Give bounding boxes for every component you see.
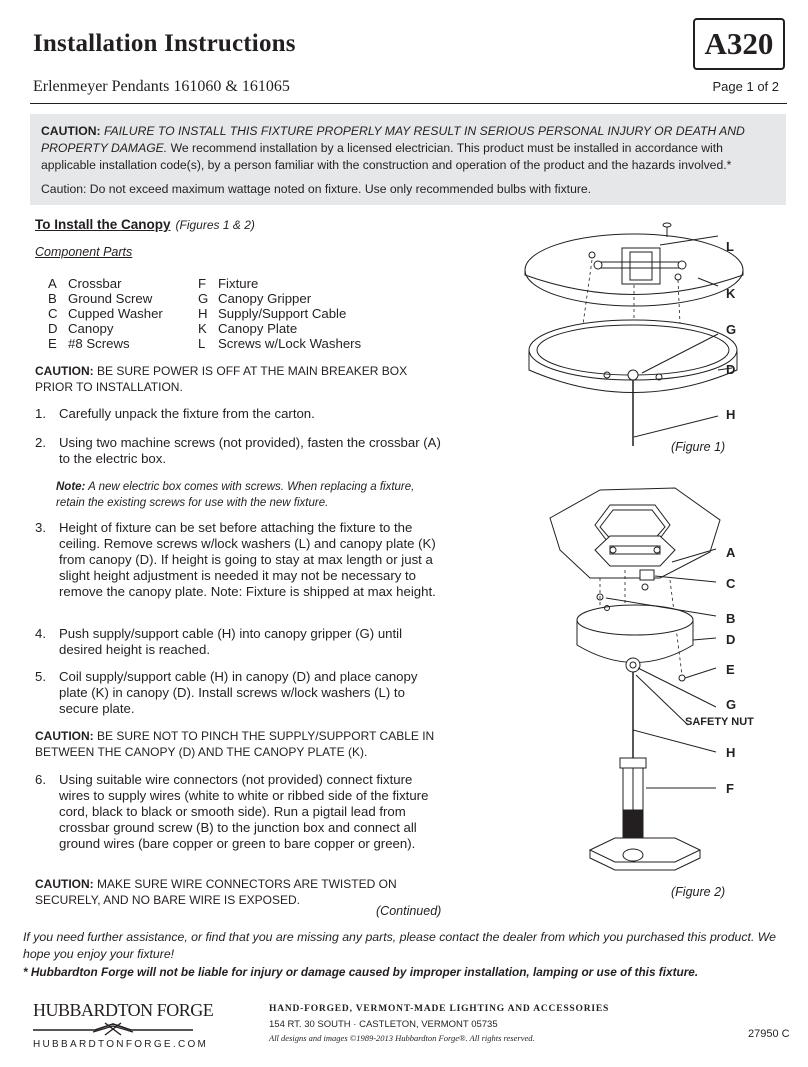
canopy-illustration	[577, 605, 693, 672]
header-divider	[30, 103, 787, 104]
part-item	[198, 321, 297, 336]
document-number: 27950 C	[748, 1028, 790, 1040]
part-name: Ground Screw	[68, 291, 153, 306]
part-name: Canopy Gripper	[218, 291, 312, 306]
step-2	[35, 435, 445, 467]
step-4	[35, 626, 445, 658]
part-name: #8 Screws	[68, 336, 130, 351]
step-3	[35, 520, 445, 616]
part-letter: F	[198, 276, 207, 291]
part-name: Supply/Support Cable	[218, 306, 347, 321]
caution-text: BE SURE NOT TO PINCH THE SUPPLY/SUPPORT CABLE IN BETWEEN THE CANOPY (D) AND THE CANOPY PLATE (K).	[35, 729, 435, 759]
part-item	[48, 306, 163, 321]
step-6	[35, 772, 445, 868]
help-text: If you need further assistance, or find that you are missing any parts, please contact the dealer from which you purchased this product. We hope you enjoy your fixture!	[23, 930, 777, 961]
brand-address: 154 RT. 30 SOUTH · CASTLETON, VERMONT 05735	[269, 1019, 498, 1030]
caution-label: CAUTION:	[35, 364, 94, 378]
component-parts-heading: Component Parts	[35, 245, 133, 259]
caution-text: BE SURE POWER IS OFF AT THE MAIN BREAKER BOX PRIOR TO INSTALLATION.	[35, 364, 408, 394]
caution-power	[35, 363, 415, 395]
part-letter: A	[48, 276, 57, 291]
step-text: Push supply/support cable (H) into canopy gripper (G) until desired height is reached.	[59, 626, 403, 657]
part-item	[48, 291, 152, 306]
page-number: Page 1 of 2	[712, 79, 779, 94]
caution-connectors	[35, 876, 415, 908]
wattage-caution: Caution: Do not exceed maximum wattage noted on fixture. Use only recommended bulbs with fixture.	[41, 182, 592, 196]
brand-website: HUBBARDTONFORGE.COM	[33, 1039, 209, 1050]
figure-2-diagram	[450, 470, 800, 900]
part-item	[198, 306, 346, 321]
note	[56, 479, 426, 511]
section-title: To Install the Canopy	[35, 217, 171, 232]
callout-f: F	[726, 781, 734, 796]
product-subtitle: Erlenmeyer Pendants 161060 & 161065	[33, 78, 290, 95]
document-code-badge: A320	[693, 18, 785, 70]
figure-2-caption: (Figure 2)	[671, 885, 726, 899]
part-letter: H	[198, 306, 208, 321]
liability-disclaimer: * Hubbardton Forge will not be liable for injury or damage caused by improper installation, lamping or use of this fixture.	[23, 965, 699, 979]
callout-g2: G	[726, 697, 737, 712]
section-heading	[35, 217, 255, 232]
step-number: 3.	[35, 520, 46, 535]
page-title: Installation Instructions	[33, 30, 296, 57]
brand-tagline: HAND-FORGED, VERMONT-MADE LIGHTING AND ACCESSORIES	[269, 1004, 610, 1014]
step-text: Carefully unpack the fixture from the carton.	[59, 406, 315, 421]
part-item	[198, 336, 361, 351]
part-name: Crossbar	[68, 276, 122, 291]
part-item	[198, 276, 258, 291]
callout-d: D	[726, 362, 736, 377]
note-label: Note:	[56, 481, 86, 493]
step-1	[35, 406, 445, 422]
section-figure-ref: (Figures 1 & 2)	[175, 218, 255, 232]
callout-d2: D	[726, 632, 736, 647]
caution-panel	[30, 114, 786, 205]
step-number: 4.	[35, 626, 46, 641]
step-text: Using two machine screws (not provided), fasten the crossbar (A) to the electric box.	[59, 435, 441, 466]
part-letter: C	[48, 306, 58, 321]
part-letter: D	[48, 321, 58, 336]
caution-text: MAKE SURE WIRE CONNECTORS ARE TWISTED ON SECURELY, AND NO BARE WIRE IS EXPOSED.	[35, 877, 397, 907]
logo-tongs-icon	[33, 1022, 193, 1036]
step-number: 2.	[35, 435, 46, 450]
callout-e: E	[726, 662, 735, 677]
part-item	[198, 291, 311, 306]
callout-c: C	[726, 576, 736, 591]
step-text: Height of fixture can be set before attaching the fixture to the ceiling. Remove screws w/lock washers (L) and canopy plate (K) from canopy (D). If height is going to stay at max length or just a slight height adjustment is needed it may not be necessary to remove the canopy plate. Note: Fixture is shipped at max height.	[59, 520, 436, 599]
step-5	[35, 669, 445, 717]
caution-label: CAUTION:	[35, 877, 94, 891]
part-item	[48, 276, 122, 291]
part-letter: K	[198, 321, 207, 336]
callout-a: A	[726, 545, 736, 560]
part-letter: L	[198, 336, 206, 351]
caution-label: CAUTION:	[35, 729, 94, 743]
part-name: Canopy Plate	[218, 321, 298, 336]
copyright-notice: All designs and images ©1989-2013 Hubbardton Forge®. All rights reserved.	[269, 1033, 535, 1043]
callout-k: K	[726, 286, 736, 301]
part-letter: E	[48, 336, 57, 351]
caution-body: We recommend installation by a licensed electrician. This product must be installed in accordance with applicable installation code(s), by a person familiar with the construction and operation of the product and the hazards involved.*	[41, 141, 732, 172]
fixture-illustration	[590, 758, 700, 870]
continued-label: (Continued)	[376, 904, 442, 918]
callout-b: B	[726, 611, 736, 626]
step-text: Using suitable wire connectors (not provided) connect fixture wires to supply wires (white to white or ribbed side of the fixture cord, black to black or smooth side). Run a pigtail lead from crossbar ground screw (B) to the junction box and connect all ground wires (bare copper or green to bare copper or green).	[59, 772, 429, 851]
caution-label: CAUTION:	[41, 124, 101, 138]
callout-h: H	[726, 407, 736, 422]
callout-h2: H	[726, 745, 736, 760]
step-number: 6.	[35, 772, 46, 787]
step-number: 5.	[35, 669, 46, 684]
part-item	[48, 321, 113, 336]
callout-l: L	[726, 239, 734, 254]
part-letter: G	[198, 291, 209, 306]
part-name: Canopy	[68, 321, 114, 336]
part-name: Fixture	[218, 276, 259, 291]
step-text: Coil supply/support cable (H) in canopy (D) and place canopy plate (K) in canopy (D). Install screws w/lock washers (L) to secure plate.	[59, 669, 418, 716]
figure-1-diagram	[450, 210, 800, 460]
caution-main-text	[41, 123, 779, 174]
brand-logo: HUBBARDTON FORGE	[33, 1000, 214, 1020]
part-name: Screws w/Lock Washers	[218, 336, 362, 351]
canopy-plate-illustration	[525, 234, 743, 306]
figure-1-caption: (Figure 1)	[671, 440, 726, 454]
part-name: Cupped Washer	[68, 306, 163, 321]
caution-warning: FAILURE TO INSTALL THIS FIXTURE PROPERLY MAY RESULT IN SERIOUS PERSONAL INJURY OR DEATH AND PROPERTY DAMAGE.	[41, 124, 745, 155]
step-number: 1.	[35, 406, 46, 421]
caution-pinch	[35, 728, 445, 760]
part-item	[48, 336, 130, 351]
note-text: A new electric box comes with screws. When replacing a fixture, retain the existing screws for use with the new fixture.	[56, 481, 415, 509]
part-letter: B	[48, 291, 57, 306]
safety-nut-label: SAFETY NUT	[685, 716, 754, 728]
callout-g: G	[726, 322, 737, 337]
